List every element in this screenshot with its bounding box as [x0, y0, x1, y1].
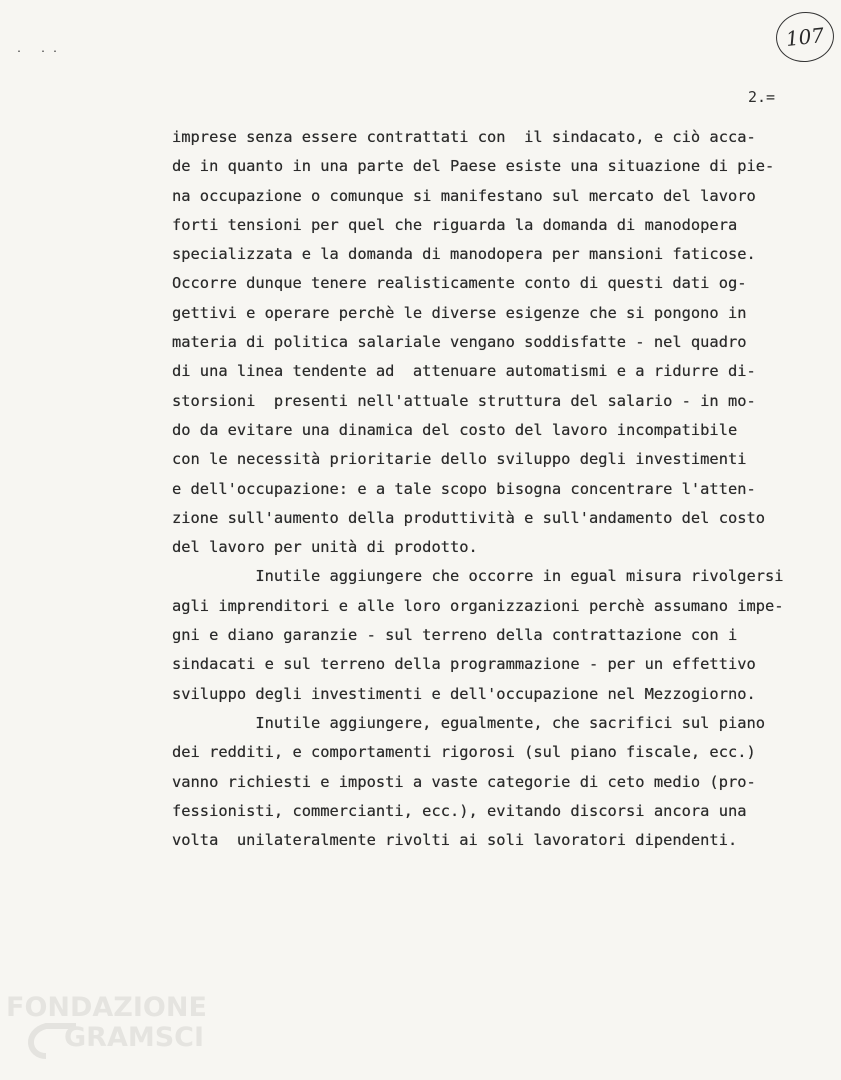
text-line: forti tensioni per quel che riguarda la domanda di manodopera [172, 215, 738, 234]
speck-marks: . .. [16, 44, 65, 55]
fondazione-gramsci-watermark [6, 986, 216, 1066]
text-line: fessionisti, commercianti, ecc.), evitando discorsi ancora una [172, 801, 747, 820]
page-stamp [774, 9, 837, 65]
text-line: dei redditi, e comportamenti rigorosi (sul piano fiscale, ecc.) [172, 743, 756, 762]
text-line: vanno richiesti e imposti a vaste categorie di ceto medio (pro- [172, 772, 756, 791]
text-line: di una linea tendente ad attenuare automatismi e a ridurre di- [172, 362, 756, 381]
text-line: gni e diano garanzie - sul terreno della contrattazione con i [172, 626, 738, 645]
text-line: con le necessità prioritarie dello sviluppo degli investimenti [172, 450, 747, 469]
text-line: volta unilateralmente rivolti ai soli lavoratori dipendenti. [172, 831, 738, 850]
text-line: Occorre dunque tenere realisticamente conto di questi dati og- [172, 274, 747, 293]
text-line: na occupazione o comunque si manifestano sul mercato del lavoro [172, 186, 756, 205]
text-line: Inutile aggiungere, egualmente, che sacrifici sul piano [172, 713, 766, 732]
text-line: do da evitare una dinamica del costo del lavoro incompatibile [172, 420, 738, 439]
text-line: e dell'occupazione: e a tale scopo bisogna concentrare l'atten- [172, 479, 756, 498]
text-line: imprese senza essere contrattati con il sindacato, e ciò acca- [172, 128, 756, 146]
watermark-line1: FONDAZIONE [6, 992, 207, 1023]
watermark-logo-icon [6, 986, 216, 1066]
text-line: storsioni presenti nell'attuale struttura del salario - in mo- [172, 391, 756, 410]
text-line: Inutile aggiungere che occorre in egual misura rivolgersi [172, 567, 784, 586]
text-line: materia di politica salariale vengano soddisfatte - nel quadro [172, 333, 747, 352]
text-line: gettivi e operare perchè le diverse esigenze che si pongono in [172, 303, 747, 322]
text-line: sviluppo degli investimenti e dell'occupazione nel Mezzogiorno. [172, 684, 756, 703]
page-stamp-number: 107 [784, 23, 826, 51]
body-text [172, 123, 832, 855]
text-line: agli imprenditori e alle loro organizzazioni perchè assumano impe- [172, 596, 784, 615]
text-line: de in quanto in una parte del Paese esiste una situazione di pie- [172, 157, 775, 176]
text-line: del lavoro per unità di prodotto. [172, 538, 478, 557]
watermark-line2: GRAMSCI [64, 1022, 205, 1053]
text-line: specializzata e la domanda di manodopera per mansioni faticose. [172, 245, 756, 264]
text-line: zione sull'aumento della produttività e sull'andamento del costo [172, 508, 766, 527]
page-number: 2.= [748, 88, 776, 106]
text-line: sindacati e sul terreno della programmazione - per un effettivo [172, 655, 756, 674]
